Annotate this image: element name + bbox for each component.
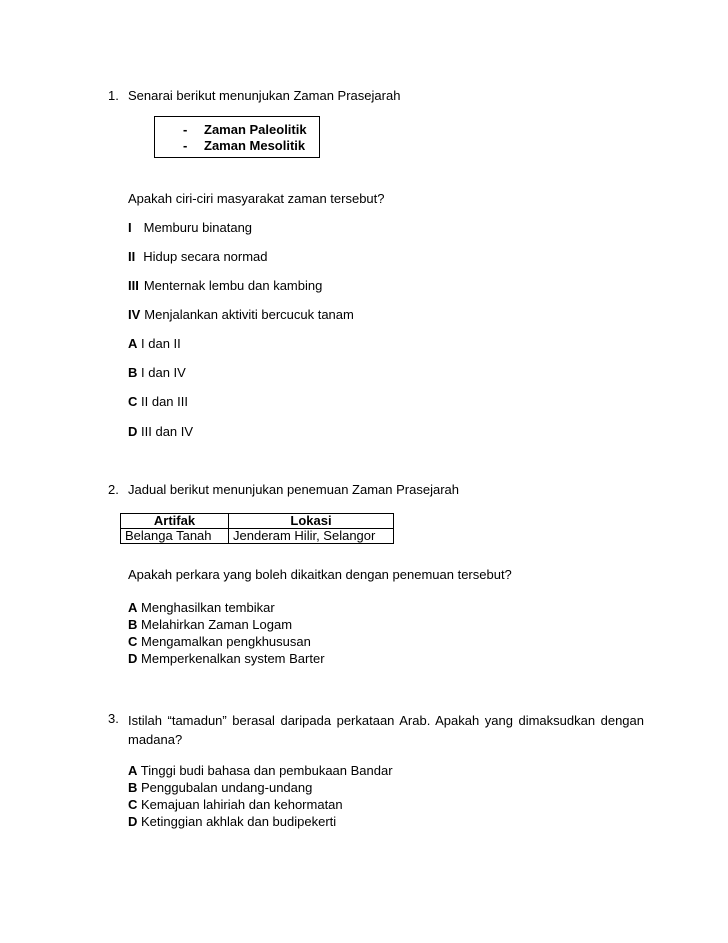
q1-period-box: - Zaman Paleolitik - Zaman Mesolitik: [154, 116, 320, 158]
q1-statement: I Memburu binatang: [128, 220, 253, 235]
q1-statement: II Hidup secara normad: [128, 249, 268, 264]
q1-option: B I dan IV: [128, 365, 186, 380]
q2-number: 2.: [108, 482, 119, 497]
q3-option: B Penggubalan undang-undang: [128, 780, 313, 795]
table-cell-artifak: Belanga Tanah: [121, 529, 229, 544]
q3-option: C Kemajuan lahiriah dan kehormatan: [128, 797, 343, 812]
q1-option: A I dan II: [128, 336, 181, 351]
q1-number: 1.: [108, 88, 119, 103]
q1-option: D III dan IV: [128, 424, 194, 439]
q1-option: C II dan III: [128, 394, 188, 409]
q2-option: A Menghasilkan tembikar: [128, 600, 275, 615]
q2-option: D Memperkenalkan system Barter: [128, 651, 325, 666]
q2-discovery-table: [120, 513, 394, 544]
q2-stem: Jadual berikut menunjukan penemuan Zaman Prasejarah: [128, 482, 459, 497]
table-header-lokasi: Lokasi: [229, 514, 394, 529]
q2-option: C Mengamalkan pengkhususan: [128, 634, 311, 649]
table-header-artifak: Artifak: [121, 514, 229, 529]
q1-stem: Senarai berikut menunjukan Zaman Prasejarah: [128, 88, 401, 103]
q3-stem: Istilah “tamadun” berasal daripada perkataan Arab. Apakah yang dimaksudkan dengan madana?: [128, 713, 644, 747]
q1-question: Apakah ciri-ciri masyarakat zaman tersebut?: [128, 191, 385, 206]
table-row: [121, 529, 394, 544]
table-cell-lokasi: Jenderam Hilir, Selangor: [229, 529, 394, 544]
q1-statement: III Menternak lembu dan kambing: [128, 278, 323, 293]
q3-option: A Tinggi budi bahasa dan pembukaan Bandar: [128, 763, 393, 778]
q2-question: Apakah perkara yang boleh dikaitkan dengan penemuan tersebut?: [128, 567, 512, 582]
q3-option: D Ketinggian akhlak dan budipekerti: [128, 814, 337, 829]
q2-option: B Melahirkan Zaman Logam: [128, 617, 293, 632]
q3-number: 3.: [108, 711, 119, 726]
q1-statement: IV Menjalankan aktiviti bercucuk tanam: [128, 307, 354, 322]
